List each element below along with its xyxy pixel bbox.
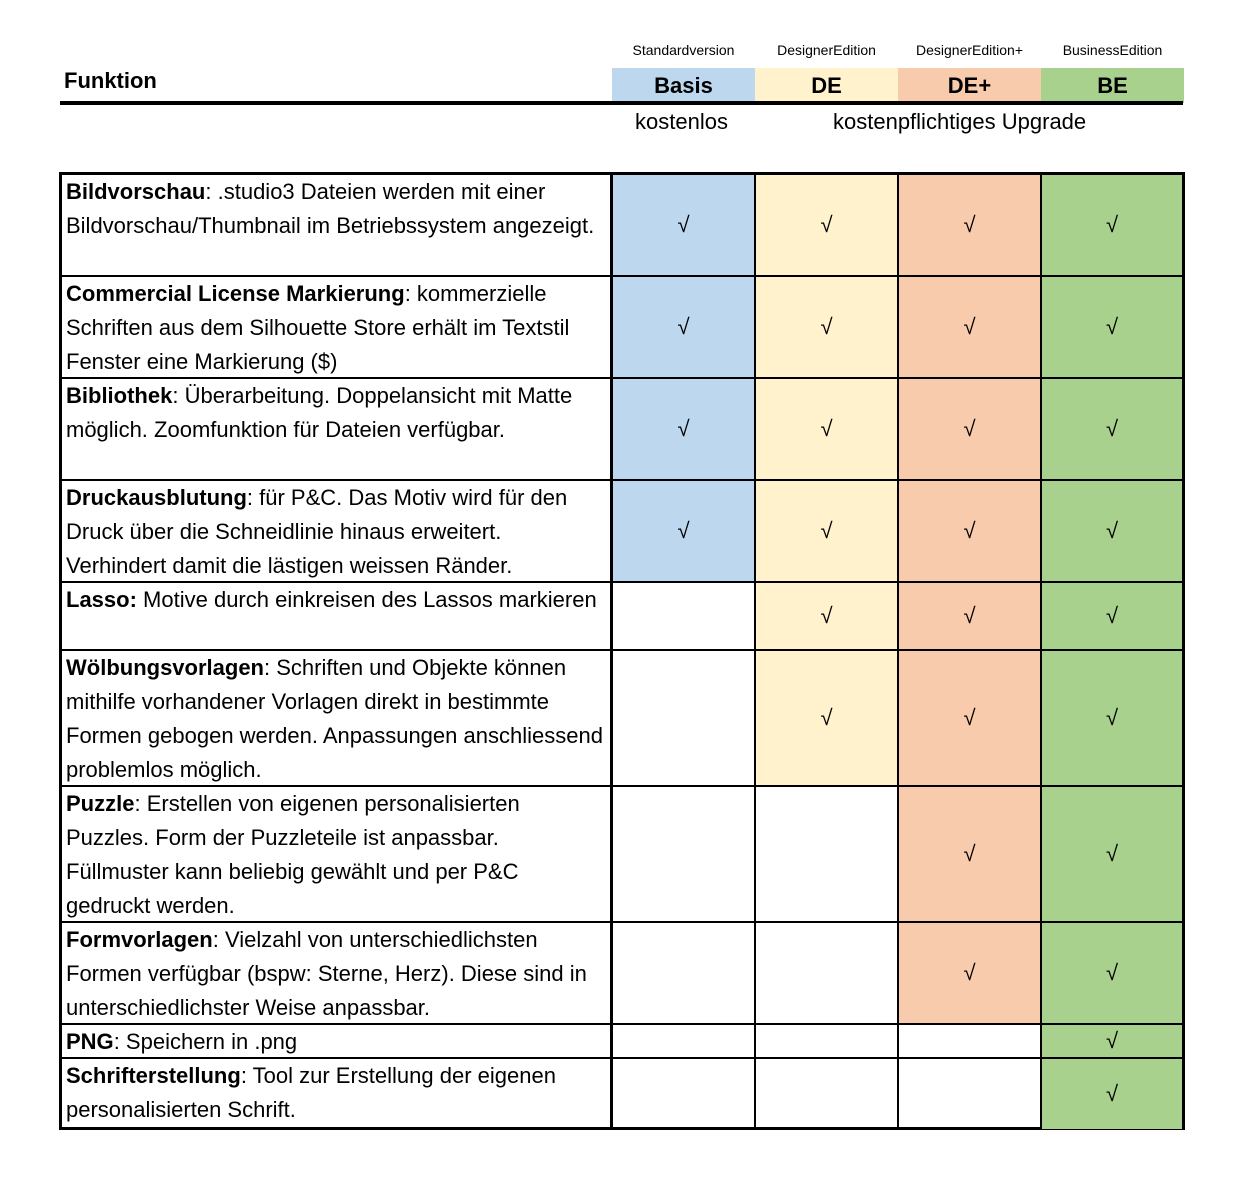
feature-title: Druckausblutung	[66, 485, 247, 510]
check-cell-deplus	[899, 481, 1042, 581]
check-mark-icon: √	[963, 518, 976, 543]
feature-separator: :	[264, 655, 277, 680]
check-mark-icon: √	[1105, 705, 1119, 730]
edition-code-de: DE	[755, 68, 898, 103]
feature-description	[62, 651, 613, 785]
check-cell-de	[756, 175, 899, 275]
table-row	[62, 175, 1182, 277]
edition-name-basis: Standardversion	[632, 42, 735, 58]
feature-description	[62, 1059, 613, 1129]
check-cell-basis	[613, 787, 756, 921]
check-cell-de	[756, 651, 899, 785]
feature-table	[59, 172, 1185, 1130]
table-row	[62, 787, 1182, 923]
check-mark-icon: √	[677, 314, 690, 339]
feature-title: PNG	[66, 1029, 114, 1054]
check-cell-basis	[613, 651, 756, 785]
feature-title: Lasso:	[66, 587, 137, 612]
feature-title: Bibliothek	[66, 383, 173, 408]
price-paid-label: kostenpflichtiges Upgrade	[833, 109, 1087, 134]
check-cell-basis	[613, 923, 756, 1023]
check-cell-de	[756, 583, 899, 649]
check-cell-be	[1042, 379, 1182, 479]
check-cell-basis	[613, 583, 756, 649]
check-mark-icon: √	[1105, 1028, 1119, 1053]
edition-name-be: BusinessEdition	[1062, 42, 1163, 58]
feature-separator: :	[212, 927, 225, 952]
check-mark-icon: √	[1105, 960, 1119, 985]
edition-code-be: BE	[1041, 68, 1184, 103]
check-cell-be	[1042, 787, 1182, 921]
check-mark-icon: √	[963, 314, 976, 339]
check-cell-deplus	[899, 923, 1042, 1023]
check-cell-basis	[613, 379, 756, 479]
check-mark-icon: √	[963, 841, 976, 866]
table-row	[62, 651, 1182, 787]
check-cell-be	[1042, 1059, 1182, 1129]
check-mark-icon: √	[820, 212, 833, 237]
feature-separator: :	[246, 485, 260, 510]
check-cell-de	[756, 277, 899, 377]
check-cell-deplus	[899, 1025, 1042, 1057]
check-mark-icon: √	[1105, 314, 1119, 339]
edition-code-deplus: DE+	[898, 68, 1041, 103]
table-row	[62, 1025, 1182, 1059]
feature-text: Schriften und Objekte können mithilfe vorhandener Vorlagen direkt in bestimmte Formen gebogen werden. Anpassungen anschliessend problemlos möglich.	[66, 655, 603, 782]
feature-title: Puzzle	[66, 791, 135, 816]
check-mark-icon: √	[1105, 416, 1119, 441]
check-mark-icon: √	[963, 416, 976, 441]
check-mark-icon: √	[963, 603, 976, 628]
check-cell-be	[1042, 481, 1182, 581]
check-mark-icon: √	[820, 416, 833, 441]
check-mark-icon: √	[1105, 518, 1119, 543]
feature-title: Commercial License Markierung	[66, 281, 405, 306]
feature-separator: :	[134, 791, 147, 816]
check-mark-icon: √	[963, 705, 976, 730]
feature-text: .studio3 Dateien werden mit einer Bildvorschau/Thumbnail im Betriebssystem angezeigt.	[66, 179, 595, 238]
check-mark-icon: √	[820, 518, 833, 543]
feature-separator: :	[172, 383, 185, 408]
edition-name-de: DesignerEdition	[777, 42, 876, 58]
check-cell-de	[756, 481, 899, 581]
feature-description	[62, 379, 613, 479]
check-mark-icon: √	[677, 212, 690, 237]
table-row	[62, 1059, 1182, 1129]
check-cell-de	[756, 923, 899, 1023]
table-row	[62, 379, 1182, 481]
check-cell-be	[1042, 1025, 1182, 1057]
feature-description	[62, 1025, 613, 1057]
check-cell-be	[1042, 651, 1182, 785]
check-cell-de	[756, 379, 899, 479]
check-mark-icon: √	[820, 705, 833, 730]
table-row	[62, 277, 1182, 379]
check-cell-basis	[613, 481, 756, 581]
feature-title: Formvorlagen	[66, 927, 213, 952]
feature-title: Wölbungsvorlagen	[66, 655, 264, 680]
check-cell-deplus	[899, 277, 1042, 377]
check-cell-deplus	[899, 651, 1042, 785]
table-row	[62, 923, 1182, 1025]
check-cell-be	[1042, 923, 1182, 1023]
funktion-heading: Funktion	[64, 68, 157, 93]
check-mark-icon: √	[677, 416, 690, 441]
check-mark-icon: √	[1105, 603, 1119, 628]
feature-text: Motive durch einkreisen des Lassos markieren	[143, 587, 597, 612]
check-cell-deplus	[899, 175, 1042, 275]
feature-description	[62, 923, 613, 1023]
check-mark-icon: √	[820, 603, 833, 628]
table-row	[62, 583, 1182, 651]
feature-description	[62, 583, 613, 649]
check-cell-deplus	[899, 787, 1042, 921]
feature-title: Bildvorschau	[66, 179, 206, 204]
edition-name-deplus: DesignerEdition+	[915, 42, 1023, 58]
check-mark-icon: √	[1105, 841, 1119, 866]
table-row	[62, 481, 1182, 583]
check-cell-basis	[613, 1025, 756, 1057]
feature-description	[62, 277, 613, 377]
check-mark-icon: √	[1105, 212, 1119, 237]
feature-text: kommerzielle Schriften aus dem Silhouette Store erhält im Textstil Fenster eine Markierung ($)	[66, 281, 570, 374]
check-cell-de	[756, 787, 899, 921]
feature-text: Überarbeitung. Doppelansicht mit Matte möglich. Zoomfunktion für Dateien verfügbar.	[66, 383, 573, 442]
check-cell-de	[756, 1059, 899, 1129]
check-cell-deplus	[899, 379, 1042, 479]
feature-separator: :	[113, 1029, 126, 1054]
feature-description	[62, 175, 613, 275]
edition-code-basis: Basis	[612, 68, 755, 103]
feature-separator: :	[240, 1063, 253, 1088]
check-cell-deplus	[899, 583, 1042, 649]
feature-text: Vielzahl von unterschiedlichsten Formen verfügbar (bspw: Sterne, Herz). Diese sind in unterschiedlichster Weise anpassbar.	[66, 927, 587, 1020]
check-cell-be	[1042, 277, 1182, 377]
feature-description	[62, 787, 613, 921]
check-mark-icon: √	[963, 960, 976, 985]
check-mark-icon: √	[820, 314, 833, 339]
check-cell-be	[1042, 175, 1182, 275]
feature-text: Tool zur Erstellung der eigenen personalisierten Schrift.	[66, 1063, 556, 1122]
check-cell-basis	[613, 175, 756, 275]
feature-text: Speichern in .png	[125, 1029, 298, 1054]
check-cell-basis	[613, 1059, 756, 1129]
header-rule	[60, 101, 1183, 105]
check-cell-de	[756, 1025, 899, 1057]
check-cell-deplus	[899, 1059, 1042, 1129]
check-cell-basis	[613, 277, 756, 377]
feature-title: Schrifterstellung	[66, 1063, 241, 1088]
feature-text: für P&C. Das Motiv wird für den Druck über die Schneidlinie hinaus erweitert. Verhindert damit die lästigen weissen Ränder.	[66, 485, 568, 578]
check-mark-icon: √	[963, 212, 976, 237]
price-free-label: kostenlos	[635, 109, 728, 134]
feature-separator: :	[404, 281, 417, 306]
check-cell-be	[1042, 583, 1182, 649]
feature-text: Erstellen von eigenen personalisierten Puzzles. Form der Puzzleteile ist anpassbar. Füllmuster kann beliebig gewählt und per P&C gedruckt werden.	[66, 791, 520, 918]
check-mark-icon: √	[1105, 1081, 1119, 1106]
feature-description	[62, 481, 613, 581]
check-mark-icon: √	[677, 518, 690, 543]
feature-separator: :	[205, 179, 218, 204]
